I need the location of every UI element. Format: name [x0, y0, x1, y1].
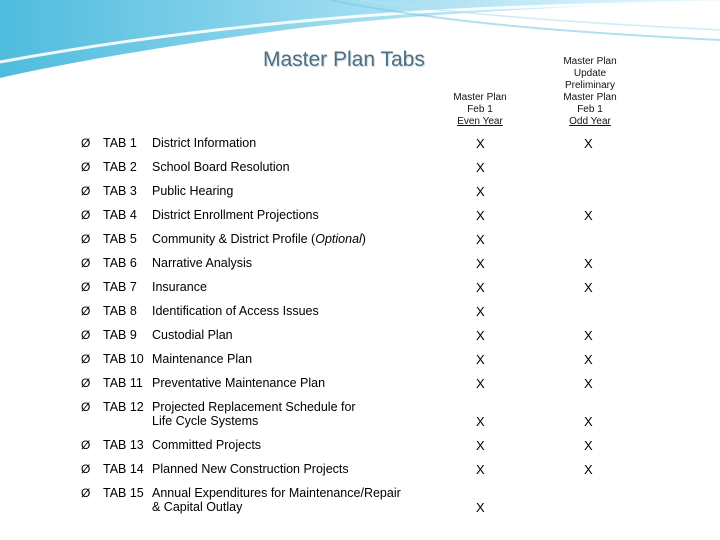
tab-description: [152, 328, 233, 342]
tab-number: TAB 12: [103, 400, 144, 414]
description-line: Public Hearing: [152, 184, 234, 198]
description-line: Life Cycle Systems: [152, 414, 259, 428]
even-year-mark: X: [476, 500, 485, 515]
arrow-bullet-icon: Ø: [81, 328, 91, 342]
column-header-line: Even Year: [457, 116, 503, 127]
description-line: Maintenance Plan: [152, 352, 253, 366]
even-year-mark: X: [476, 328, 485, 343]
description-line: Insurance: [152, 280, 207, 294]
description-line: District Information: [152, 136, 257, 150]
arrow-bullet-icon: Ø: [81, 438, 91, 452]
even-year-mark: X: [476, 376, 485, 391]
tab-number: TAB 3: [103, 184, 137, 198]
arrow-bullet-icon: Ø: [81, 280, 91, 294]
tab-description: [152, 376, 325, 390]
even-year-mark: X: [476, 208, 485, 223]
description-line: Annual Expenditures for Maintenance/Repair: [152, 486, 401, 500]
description-tail: ): [361, 232, 366, 246]
arrow-bullet-icon: Ø: [81, 352, 91, 366]
arrow-bullet-icon: Ø: [81, 462, 91, 476]
column-header-odd-year: [550, 56, 630, 128]
odd-year-mark: X: [584, 462, 593, 477]
tab-description: [152, 208, 319, 222]
description-line: Preventative Maintenance Plan: [152, 376, 326, 390]
tab-description: [152, 280, 207, 294]
even-year-mark: X: [476, 414, 485, 429]
tab-description: [152, 352, 252, 366]
description-line: [152, 232, 366, 246]
even-year-mark: X: [476, 160, 485, 175]
even-year-mark: X: [476, 256, 485, 271]
odd-year-mark: X: [584, 438, 593, 453]
odd-year-mark: X: [584, 136, 593, 151]
tab-number: TAB 14: [103, 462, 144, 476]
tab-description: [152, 400, 356, 428]
tab-number: TAB 9: [103, 328, 137, 342]
even-year-mark: X: [476, 280, 485, 295]
tab-description: [152, 438, 261, 452]
arrow-bullet-icon: Ø: [81, 232, 91, 246]
arrow-bullet-icon: Ø: [81, 136, 91, 150]
column-header-line: Master Plan: [563, 56, 617, 67]
tab-number: TAB 13: [103, 438, 144, 452]
description-line: District Enrollment Projections: [152, 208, 319, 222]
arrow-bullet-icon: Ø: [81, 400, 91, 414]
column-header-line: Update: [573, 68, 607, 79]
description-line: Projected Replacement Schedule for: [152, 400, 356, 414]
odd-year-mark: X: [584, 256, 593, 271]
odd-year-mark: X: [584, 208, 593, 223]
odd-year-mark: X: [584, 280, 593, 295]
tab-number: TAB 7: [103, 280, 137, 294]
tab-number: TAB 6: [103, 256, 137, 270]
tab-number: TAB 2: [103, 160, 137, 174]
arrow-bullet-icon: Ø: [81, 486, 91, 500]
description-line: Custodial Plan: [152, 328, 233, 342]
tab-number: TAB 10: [103, 352, 144, 366]
tab-description: [152, 232, 366, 246]
tab-description: [152, 136, 256, 150]
arrow-bullet-icon: Ø: [81, 256, 91, 270]
arrow-bullet-icon: Ø: [81, 208, 91, 222]
column-header-line: Master Plan: [453, 92, 507, 103]
description-line: Planned New Construction Projects: [152, 462, 349, 476]
tab-description: [152, 486, 401, 514]
even-year-mark: X: [476, 462, 485, 477]
description-line: Narrative Analysis: [152, 256, 253, 270]
column-header-even-year: [440, 92, 520, 128]
tab-number: TAB 15: [103, 486, 144, 500]
even-year-mark: X: [476, 184, 485, 199]
description-line: Committed Projects: [152, 438, 262, 452]
tab-number: TAB 8: [103, 304, 137, 318]
description-line: School Board Resolution: [152, 160, 290, 174]
even-year-mark: X: [476, 136, 485, 151]
column-header-line: Master Plan: [563, 92, 617, 103]
tab-description: [152, 462, 349, 476]
page-title: Master Plan Tabs: [263, 48, 425, 71]
arrow-bullet-icon: Ø: [81, 304, 91, 318]
description-line: Identification of Access Issues: [152, 304, 319, 318]
description-italic: Optional: [315, 232, 362, 246]
tab-number: TAB 5: [103, 232, 137, 246]
arrow-bullet-icon: Ø: [81, 184, 91, 198]
arrow-bullet-icon: Ø: [81, 376, 91, 390]
tab-description: [152, 256, 252, 270]
even-year-mark: X: [476, 304, 485, 319]
odd-year-mark: X: [584, 352, 593, 367]
tab-number: TAB 4: [103, 208, 137, 222]
tab-number: TAB 11: [103, 376, 143, 390]
odd-year-mark: X: [584, 376, 593, 391]
odd-year-mark: X: [584, 328, 593, 343]
tab-description: [152, 160, 290, 174]
tab-description: [152, 304, 319, 318]
description-text: Community & District Profile (: [152, 232, 316, 246]
column-header-line: Feb 1: [577, 104, 603, 115]
tab-number: TAB 1: [103, 136, 137, 150]
description-line: & Capital Outlay: [152, 500, 243, 514]
even-year-mark: X: [476, 232, 485, 247]
column-header-line: Preliminary: [564, 80, 615, 91]
column-header-line: Feb 1: [467, 104, 493, 115]
tab-description: [152, 184, 233, 198]
even-year-mark: X: [476, 438, 485, 453]
even-year-mark: X: [476, 352, 485, 367]
odd-year-mark: X: [584, 414, 593, 429]
column-header-line: Odd Year: [569, 116, 611, 127]
arrow-bullet-icon: Ø: [81, 160, 91, 174]
